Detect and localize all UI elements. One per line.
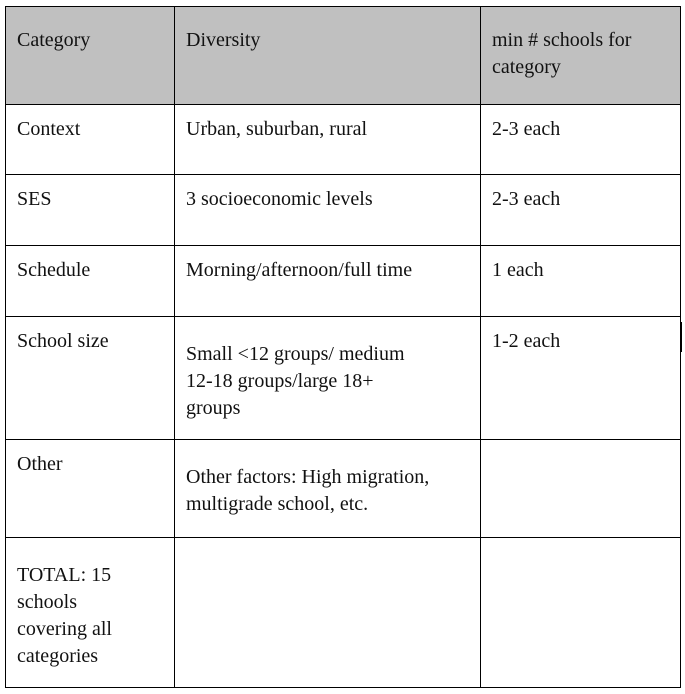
table-row xyxy=(6,317,681,440)
table-row xyxy=(6,538,681,688)
header-diversity: Diversity xyxy=(175,7,481,105)
row-ses-category: SES xyxy=(6,175,175,246)
row-other-diversity-line2: multigrade school, etc. xyxy=(186,493,369,515)
row-total-category xyxy=(6,538,175,688)
row-other-category: Other xyxy=(6,440,175,538)
table-header-row xyxy=(6,7,681,105)
row-schedule-min: 1 each xyxy=(481,246,681,317)
row-total-min xyxy=(481,538,681,688)
row-schedule-category: Schedule xyxy=(6,246,175,317)
row-school-size-diversity-line1: Small <12 groups/ medium xyxy=(186,343,405,365)
row-context-category: Context xyxy=(6,105,175,175)
row-schedule-diversity: Morning/afternoon/full time xyxy=(175,246,481,317)
table-row xyxy=(6,440,681,538)
header-min-schools-line1: min # schools for xyxy=(492,29,632,51)
row-context-diversity: Urban, suburban, rural xyxy=(175,105,481,175)
table-row xyxy=(6,105,681,175)
header-category: Category xyxy=(6,7,175,105)
row-total-line1: TOTAL: 15 xyxy=(17,564,112,586)
row-ses-min: 2-3 each xyxy=(481,175,681,246)
row-school-size-category: School size xyxy=(6,317,175,440)
header-min-schools-line2: category xyxy=(492,56,561,78)
row-total-line3: covering all xyxy=(17,618,112,640)
row-school-size-diversity-line2: 12-18 groups/large 18+ xyxy=(186,370,374,392)
row-other-diversity-line1: Other factors: High migration, xyxy=(186,466,430,488)
row-total-line2: schools xyxy=(17,591,77,613)
row-school-size-min: 1-2 each xyxy=(481,317,681,440)
row-other-diversity xyxy=(175,440,481,538)
table-row xyxy=(6,175,681,246)
row-context-min: 2-3 each xyxy=(481,105,681,175)
row-other-min xyxy=(481,440,681,538)
table-row xyxy=(6,246,681,317)
row-total-diversity xyxy=(175,538,481,688)
header-min-schools xyxy=(481,7,681,105)
row-total-line4: categories xyxy=(17,645,99,667)
school-selection-table xyxy=(5,6,681,688)
edge-marker xyxy=(680,322,682,352)
row-school-size-diversity xyxy=(175,317,481,440)
row-school-size-diversity-line3: groups xyxy=(186,397,241,419)
row-ses-diversity: 3 socioeconomic levels xyxy=(175,175,481,246)
